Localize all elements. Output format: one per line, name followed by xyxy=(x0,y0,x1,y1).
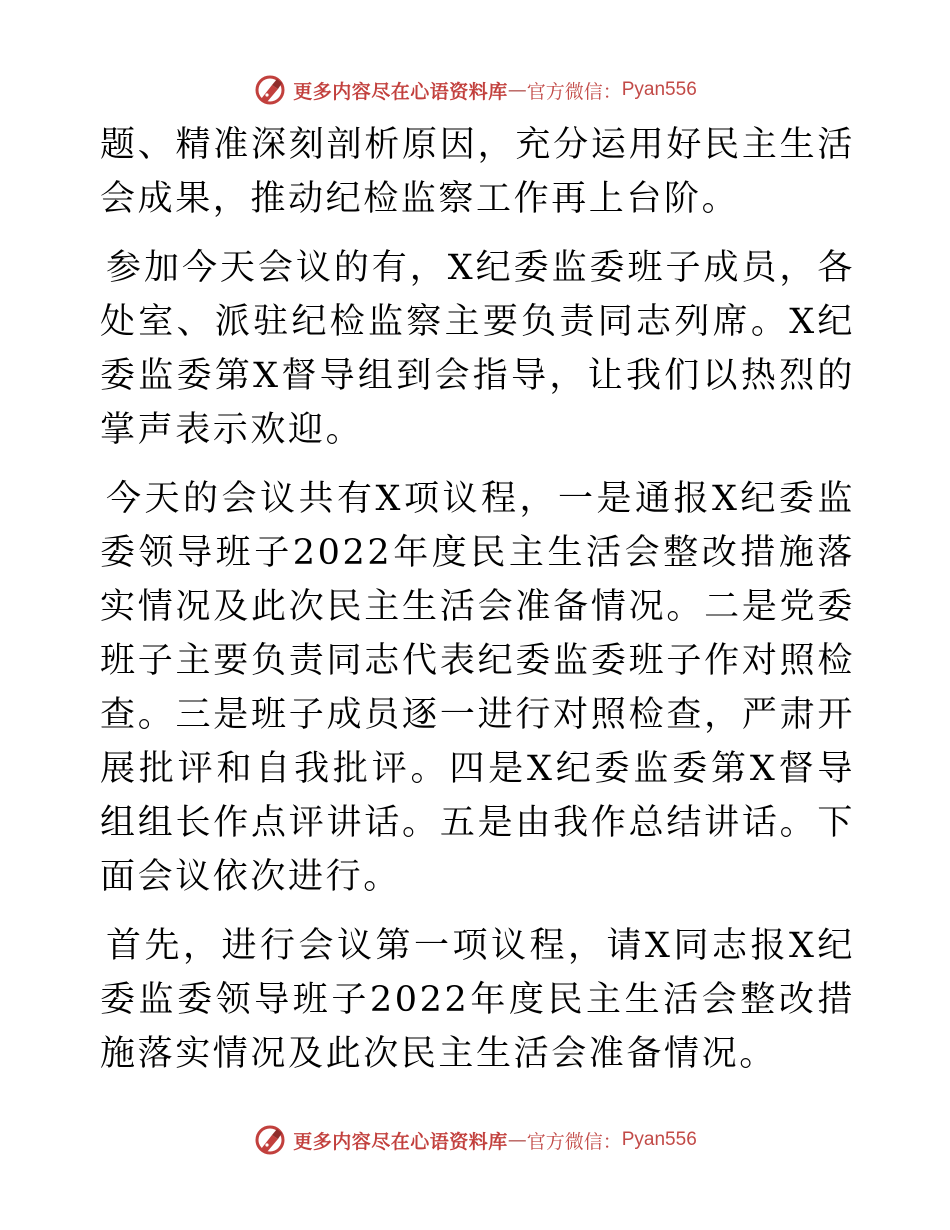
document-body xyxy=(100,118,855,1096)
paragraph-attendees: 参加今天会议的有，X纪委监委班子成员，各处室、派驻纪检监察主要负责同志列席。X纪委监委第X督导组到会指导，让我们以热烈的掌声表示欢迎。 xyxy=(100,248,855,450)
paragraph-first-item: 首先，进行会议第一项议程，请X同志报X纪委监委领导班子2022年度民主生活会整改措施落实情况及此次民主生活会准备情况。 xyxy=(100,926,855,1074)
footer-watermark xyxy=(0,1120,950,1160)
watermark-main-text: 更多内容尽在心语资料库 xyxy=(293,1130,508,1153)
watermark-main-text: 更多内容尽在心语资料库 xyxy=(293,80,508,103)
paragraph-agenda: 今天的会议共有X项议程，一是通报X纪委监委领导班子2022年度民主生活会整改措施落实情况及此次民主生活会准备情况。二是党委班子主要负责同志代表纪委监委班子作对照检查。三是班子成员逐一进行对照检查，严肃开展批评和自我批评。四是X纪委监委第X督导组组长作点评讲话。五是由我作总结讲话。下面会议依次进行。 xyxy=(100,479,855,897)
pen-nib-circle-icon xyxy=(253,1123,287,1157)
header-watermark xyxy=(0,70,950,110)
watermark-dash: — xyxy=(507,1129,527,1151)
watermark-wechat-id: Pyan556 xyxy=(621,79,697,100)
watermark-wechat-id: Pyan556 xyxy=(621,1129,697,1150)
watermark-wechat-label: 官方微信： xyxy=(526,1130,622,1153)
paragraph-continuation: 题、精准深刻剖析原因，充分运用好民主生活会成果，推动纪检监察工作再上台阶。 xyxy=(100,125,855,219)
watermark-wechat-label: 官方微信： xyxy=(526,80,622,103)
watermark-dash: — xyxy=(507,79,527,101)
pen-nib-circle-icon xyxy=(253,73,287,107)
